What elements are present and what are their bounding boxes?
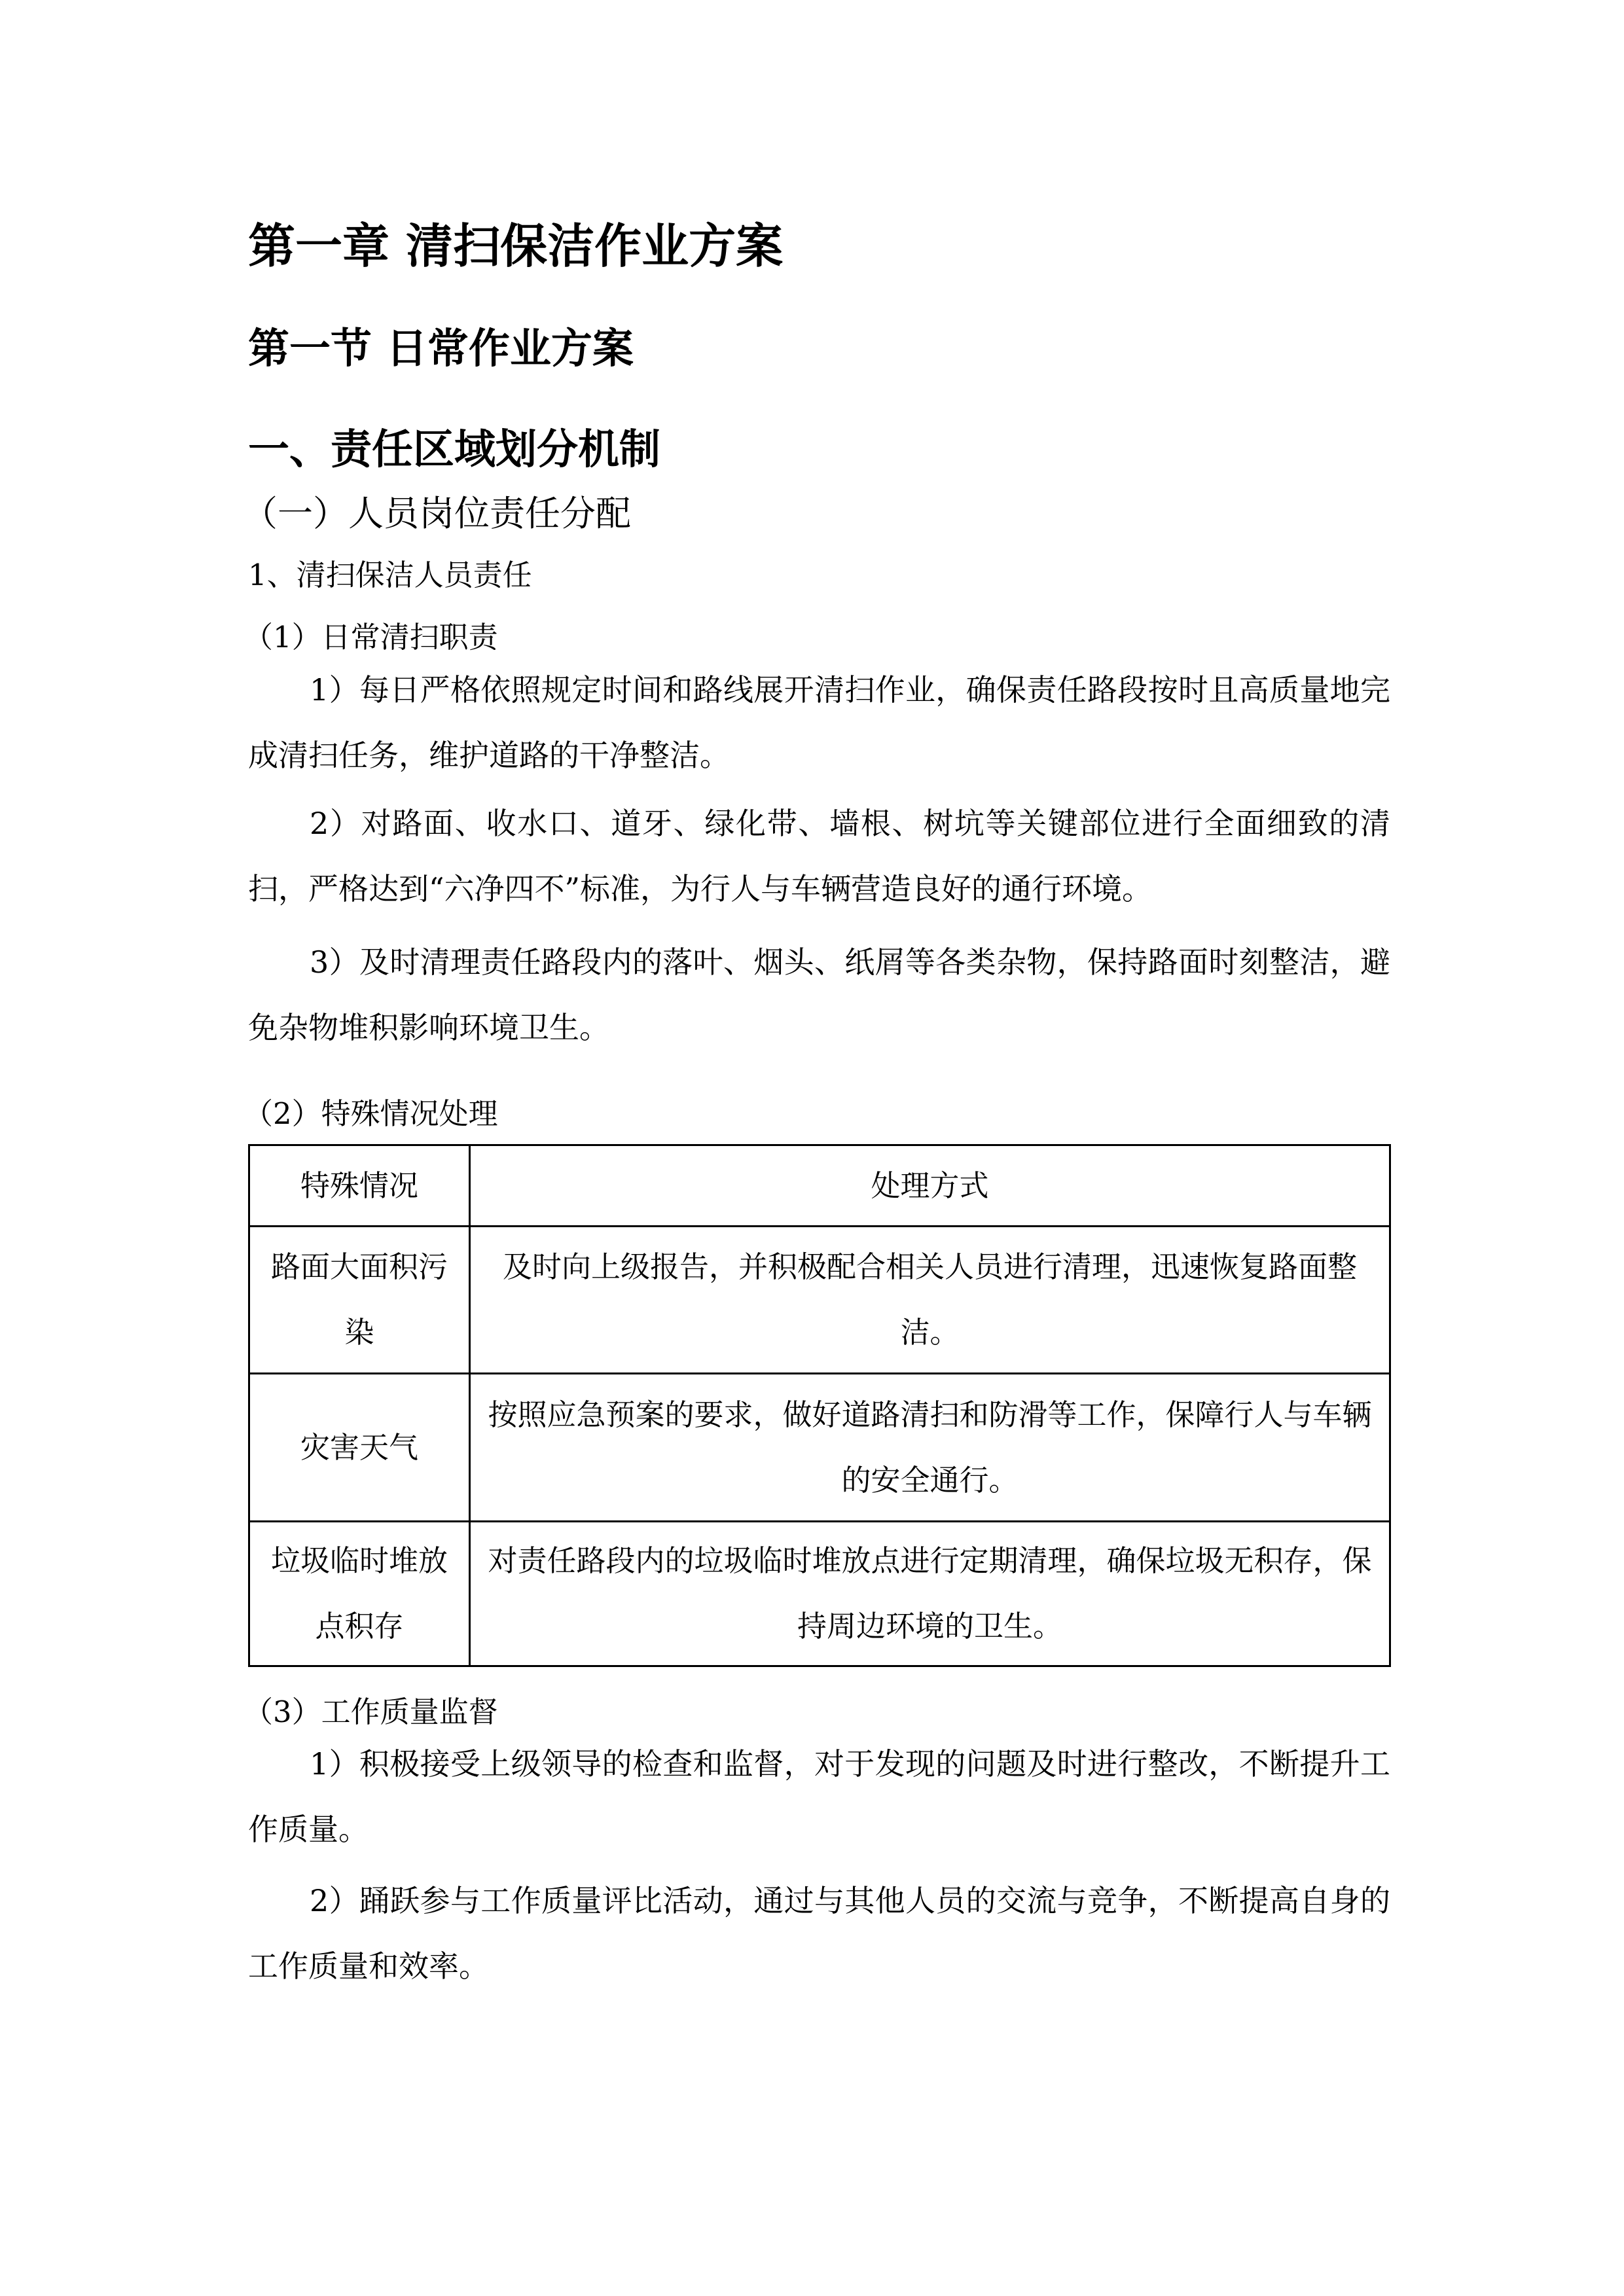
table-header-row <box>249 1145 1390 1227</box>
special-heading: （2）特殊情况处理 <box>244 1096 498 1131</box>
table-row <box>249 1227 1390 1374</box>
handling-cell: 按照应急预案的要求，做好道路清扫和防滑等工作，保障行人与车辆的安全通行。 <box>470 1374 1390 1522</box>
case-cell: 灾害天气 <box>249 1374 470 1522</box>
daily-paragraph: 1）每日严格依照规定时间和路线展开清扫作业，确保责任路段按时且高质量地完成清扫任务，维护道路的干净整洁。 <box>248 672 1390 773</box>
case-cell: 垃圾临时堆放点积存 <box>249 1522 470 1666</box>
subpart-title: （一）人员岗位责任分配 <box>242 493 631 534</box>
part-title: 一、责任区域划分机制 <box>248 425 660 473</box>
daily-paragraph: 3）及时清理责任路段内的落叶、烟头、纸屑等各类杂物，保持路面时刻整洁，避免杂物堆积影响环境卫生。 <box>248 944 1390 1045</box>
table-row <box>249 1374 1390 1522</box>
special-cases-table <box>248 1144 1391 1667</box>
table-row <box>249 1522 1390 1666</box>
daily-heading: （1）日常清扫职责 <box>244 620 498 655</box>
item-title: 1、清扫保洁人员责任 <box>248 558 532 592</box>
daily-paragraph: 2）对路面、收水口、道牙、绿化带、墙根、树坑等关键部位进行全面细致的清扫，严格达到“六净四不”标准，为行人与车辆营造良好的通行环境。 <box>248 806 1390 906</box>
case-cell: 路面大面积污染 <box>249 1227 470 1374</box>
chapter-title: 第一章 清扫保洁作业方案 <box>248 219 784 274</box>
quality-heading: （3）工作质量监督 <box>244 1695 498 1729</box>
quality-paragraph: 2）踊跃参与工作质量评比活动，通过与其他人员的交流与竞争，不断提高自身的工作质量和效率。 <box>248 1883 1390 1984</box>
section-title: 第一节 日常作业方案 <box>248 325 634 372</box>
column-header: 处理方式 <box>470 1145 1390 1227</box>
handling-cell: 及时向上级报告，并积极配合相关人员进行清理，迅速恢复路面整洁。 <box>470 1227 1390 1374</box>
quality-paragraph: 1）积极接受上级领导的检查和监督，对于发现的问题及时进行整改，不断提升工作质量。 <box>248 1746 1390 1847</box>
handling-cell: 对责任路段内的垃圾临时堆放点进行定期清理，确保垃圾无积存，保持周边环境的卫生。 <box>470 1522 1390 1666</box>
column-header: 特殊情况 <box>249 1145 470 1227</box>
